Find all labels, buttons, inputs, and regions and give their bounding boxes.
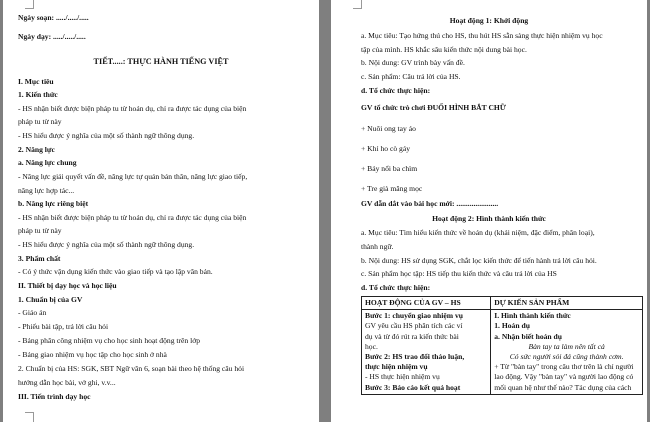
- lead-in-line: GV dẫn dắt vào bài học mới: ......................: [361, 199, 499, 208]
- text-line: thành ngữ.: [361, 242, 394, 251]
- heading-equipment: II. Thiết bị dạy học và học liệu: [18, 281, 117, 290]
- idiom-item: + Tre già măng mọc: [361, 184, 423, 193]
- heading-teacher-prep: 1. Chuẩn bị của GV: [18, 295, 83, 304]
- step-1: Bước 1: chuyển giao nhiệm vụ: [365, 311, 463, 321]
- text-line: c. Sản phẩm: Câu trả lời của HS.: [361, 72, 461, 81]
- text-line: hướng dẫn học bài, vở ghi, v.v...: [18, 378, 116, 387]
- text-line: - HS nhận biết được biện pháp tu từ hoán dụ, chỉ ra được tác dụng của biện: [18, 213, 247, 222]
- prep-date: Ngày soạn: ...../...../.....: [18, 13, 89, 22]
- heading-objectives: I. Mục tiêu: [18, 77, 54, 86]
- table-row: [362, 310, 643, 395]
- poem-line: Bàn tay ta làm nên tất cả: [528, 341, 605, 351]
- poem-line: Có sức người sỏi đá cũng thành cơm.: [509, 352, 624, 362]
- heading-implementation-2: d. Tổ chức thực hiện:: [361, 283, 431, 292]
- table-header-expected: DỰ KIẾN SẢN PHẨM: [491, 297, 643, 310]
- table-cell-steps: [362, 310, 491, 395]
- cell-heading: I. Hình thành kiến thức: [494, 311, 571, 321]
- text-line: pháp tu từ này: [18, 117, 62, 126]
- text-line-student-prep: 2. Chuẩn bị của HS: SGK, SBT Ngữ văn 6, soạn bài theo hệ thống câu hỏi: [18, 364, 245, 373]
- text-line: - Bảng giao nhiệm vụ học tập cho học sinh ở nhà: [18, 350, 167, 359]
- table-header-gv-hs: HOẠT ĐỘNG CỦA GV – HS: [362, 297, 491, 310]
- document-page-right: [331, 0, 647, 422]
- cell-heading: 1. Hoán dụ: [494, 321, 530, 331]
- text-line: b. Nội dung: HS sử dụng SGK, chắt lọc kiến thức để tiến hành trả lời câu hỏi.: [361, 256, 597, 265]
- heading-knowledge: 1. Kiến thức: [18, 90, 58, 99]
- cell-line: thực hiện nhiệm vụ: [365, 362, 428, 372]
- cell-heading: a. Nhận biết hoán dụ: [494, 331, 562, 341]
- document-page-left: [3, 0, 319, 422]
- crop-mark-bottom-left: [25, 412, 34, 422]
- text-line: - Giáo án: [18, 308, 47, 317]
- table-cell-products: [491, 310, 643, 395]
- text-line: a. Mục tiêu: Tìm hiểu kiến thức về hoán dụ (khái niệm, đặc điểm, phân loại),: [361, 228, 595, 237]
- activity-2-title: Hoạt động 2: Hình thành kiến thức: [432, 214, 546, 223]
- idiom-item: + Nuôi ong tay áo: [361, 124, 416, 133]
- text-line: - Có ý thức vận dụng kiến thức vào giao tiếp và tạo lập văn bản.: [18, 267, 213, 276]
- step-2: Bước 2: HS trao đổi thảo luận,: [365, 352, 465, 362]
- crop-mark-top-left: [353, 0, 362, 9]
- lesson-title: TIẾT.....: THỰC HÀNH TIẾNG VIỆT: [93, 57, 229, 66]
- activity-table: [361, 296, 643, 395]
- game-title: GV tổ chức trò chơi ĐUỔI HÌNH BẮT CHỮ: [361, 103, 506, 112]
- heading-procedure: III. Tiến trình dạy học: [18, 392, 91, 401]
- teach-date: Ngày dạy: ...../...../.....: [18, 32, 86, 41]
- text-line: năng lực hợp tác...: [18, 186, 75, 195]
- cell-line: GV yêu cầu HS phân tích các ví: [365, 321, 463, 331]
- text-line: - HS hiểu được ý nghĩa của một số thành ngữ thông dụng.: [18, 240, 195, 249]
- step-3: Bước 3: Báo cáo kết quả hoạt: [365, 382, 461, 392]
- table-header-row: [362, 297, 643, 310]
- heading-competence: 2. Năng lực: [18, 145, 55, 154]
- heading-qualities: 3. Phẩm chất: [18, 254, 61, 263]
- activity-1-title: Hoạt động 1: Khởi động: [449, 16, 529, 25]
- cell-line: + Từ "bàn tay" trong câu thơ trên là chỉ người: [494, 362, 634, 372]
- cell-line: dụ và từ đó rút ra kiến thức bài: [365, 331, 459, 341]
- text-line: a. Mục tiêu: Tạo hứng thú cho HS, thu hút HS sẵn sàng thực hiện nhiệm vụ học: [361, 31, 603, 40]
- cell-line: học.: [365, 341, 378, 351]
- text-line: - Bảng phân công nhiệm vụ cho học sinh hoạt động trên lớp: [18, 336, 201, 345]
- cell-line: - HS thực hiện nhiệm vụ: [365, 372, 440, 382]
- text-line: c. Sản phẩm học tập: HS tiếp thu kiến thức và câu trả lời của HS: [361, 269, 557, 278]
- heading-general-competence: a. Năng lực chung: [18, 158, 77, 167]
- cell-line: lao động. Vậy "bàn tay" và người lao động có: [494, 372, 634, 382]
- text-line: pháp tu từ này: [18, 226, 62, 235]
- heading-implementation: d. Tổ chức thực hiện:: [361, 86, 431, 95]
- idiom-item: + Bảy nổi ba chìm: [361, 164, 418, 173]
- idiom-item: + Khỉ ho cò gáy: [361, 144, 410, 153]
- text-line: - Năng lực giải quyết vấn đề, năng lực tự quản bản thân, năng lực giao tiếp,: [18, 172, 248, 181]
- crop-mark-top-left: [25, 0, 34, 9]
- text-line: - HS hiểu được ý nghĩa của một số thành ngữ thông dụng.: [18, 131, 195, 140]
- text-line: b. Nội dung: GV trình bày vấn đề.: [361, 58, 465, 67]
- text-line: tập của mình. HS khắc sâu kiến thức nội dung bài học.: [361, 45, 527, 54]
- text-line: - Phiếu bài tập, trả lời câu hỏi: [18, 322, 109, 331]
- text-line: - HS nhận biết được biện pháp tu từ hoán dụ, chỉ ra được tác dụng của biện: [18, 104, 247, 113]
- cell-line: mối quan hệ như thế nào? Tác dụng của cách: [494, 382, 632, 392]
- heading-specific-competence: b. Năng lực riêng biệt: [18, 199, 89, 208]
